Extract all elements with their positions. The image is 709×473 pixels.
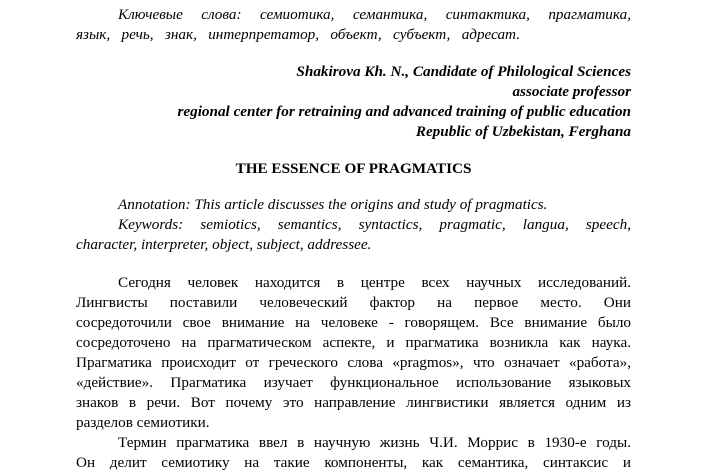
en-keywords-line-2: character, interpreter, object, subject, addressee.	[76, 236, 372, 253]
body-line-6: «действие». Прагматика изучает функциональное использование языковых	[76, 374, 631, 391]
body-line-1: Сегодня человек находится в центре всех научных исследований.	[118, 274, 631, 291]
body-line-5: Прагматика происходит от греческого слова «pragmos», что означает «работа»,	[76, 354, 631, 371]
author-affiliation: regional center for retraining and advanced training of public education	[177, 103, 631, 120]
body-line-2: Лингвисты поставили человеческий фактор на первое место. Они	[76, 294, 631, 311]
en-keywords-line-1: Keywords: semiotics, semantics, syntactics, pragmatic, langua, speech,	[118, 216, 631, 233]
annotation: Annotation: This article discusses the origins and study of pragmatics.	[118, 196, 548, 213]
author-position: associate professor	[512, 83, 631, 100]
body-line-3: сосредоточили свое внимание на человеке - говорящем. Все внимание было	[76, 314, 631, 331]
ru-keywords-line-1: Ключевые слова: семиотика, семантика, синтактика, прагматика,	[118, 6, 631, 23]
body-line-4: сосредоточено на прагматическом аспекте, и прагматика возникла как наука.	[76, 334, 631, 351]
article-title: THE ESSENCE OF PRAGMATICS	[235, 160, 472, 177]
author-location: Republic of Uzbekistan, Ferghana	[415, 123, 631, 140]
body-line-9: Термин прагматика ввел в научную жизнь Ч.И. Моррис в 1930-е годы.	[118, 434, 631, 451]
author-name: Shakirova Kh. N., Candidate of Philological Sciences	[296, 63, 631, 80]
body-line-8: разделов семиотики.	[76, 414, 210, 431]
body-line-10: Он делит семиотику на такие компоненты, как семантика, синтаксис и	[76, 454, 631, 471]
ru-keywords-line-2: язык, речь, знак, интерпретатор, объект, субъект, адресат.	[76, 26, 520, 43]
body-line-7: знаков в речи. Вот почему это направление лингвистики является одним из	[76, 394, 631, 411]
